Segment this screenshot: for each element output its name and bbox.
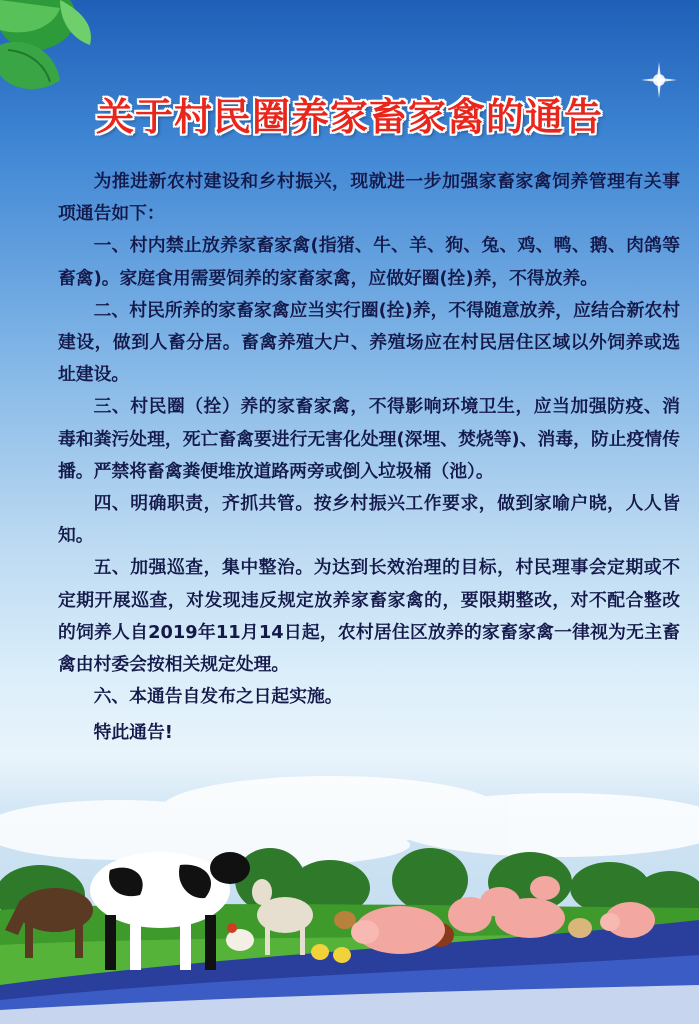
clouds	[0, 776, 699, 867]
notice-item-1: 一、村内禁止放养家畜家禽(指猪、牛、羊、狗、兔、鸡、鸭、鹅、肉鸽等畜禽)。家庭食用需要饲养的家畜家禽，应做好圈(拴)养，不得放养。	[58, 235, 680, 289]
notice-title: 关于村民圈养家畜家禽的通告	[95, 95, 603, 139]
notice-item-6: 六、本通告自发布之日起实施。	[93, 686, 343, 708]
notice-item-5: 五、加强巡查，集中整治。为达到长效治理的目标，村民理事会定期或不定期开展巡查，对发现违反规定放养家畜家禽的，要限期整改，对不配合整改的饲养人自2019年11月14日起，农村居住区放养的家畜家禽一律视为无主畜禽由村委会按相关规定处理。	[58, 557, 680, 676]
farm-animals-illustration	[0, 770, 699, 1024]
notice-item-3: 三、村民圈（拴）养的家畜家禽，不得影响环境卫生，应当加强防疫、消毒和粪污处理，死亡畜禽要进行无害化处理(深埋、焚烧等)、消毒，防止疫情传播。严禁将畜禽粪便堆放道路两旁或倒入垃圾桶（池）。	[58, 396, 680, 482]
notice-closing: 特此通告!	[93, 722, 173, 744]
notice-intro: 为推进新农村建设和乡村振兴，现就进一步加强家畜家禽饲养管理有关事项通告如下：	[58, 171, 680, 225]
notice-body	[58, 166, 680, 750]
notice-item-2: 二、村民所养的家畜家禽应当实行圈(拴)养，不得随意放养，应结合新农村建设，做到人畜分居。畜禽养殖大户、养殖场应在村民居住区域以外饲养或选址建设。	[58, 299, 680, 386]
notice-item-4: 四、明确职责，齐抓共管。按乡村振兴工作要求，做到家喻户晓，人人皆知。	[58, 493, 680, 547]
